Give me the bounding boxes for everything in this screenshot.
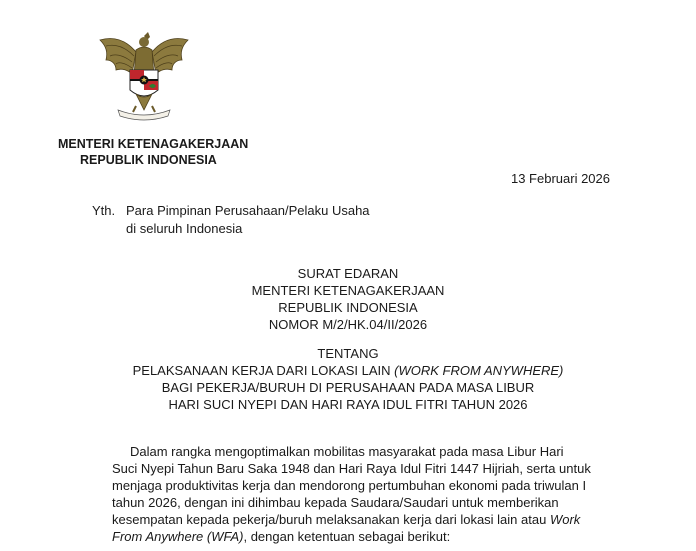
body-line6: , dengan ketentuan sebagai berikut: [243, 529, 451, 544]
recipient-prefix: Yth. [92, 203, 116, 218]
body-line5-italic: Work [549, 512, 581, 527]
ministry-title: MENTERI KETENAGAKERJAAN [58, 137, 249, 151]
body-line2: Suci Nyepi Tahun Baru Saka 1948 dan Hari Raya Idul Fitri 1447 Hijriah, serta untuk [112, 461, 591, 476]
body-line3: menjaga produktivitas kerja dan mendorong pertumbuhan ekonomi pada triwulan I [112, 478, 587, 493]
ministry-header [58, 136, 248, 168]
subject-block [0, 345, 696, 413]
title-line2: MENTERI KETENAGAKERJAAN [251, 283, 445, 298]
circular-title [0, 265, 696, 333]
recipient-line2: di seluruh Indonesia [126, 221, 243, 236]
recipient-line1: Para Pimpinan Perusahaan/Pelaku Usaha [126, 203, 370, 218]
title-line3: REPUBLIK INDONESIA [278, 300, 418, 315]
body-line4: tahun 2026, dengan ini dihimbau kepada Saudara/Saudari untuk memberikan [112, 495, 559, 510]
subject-line1-italic: (WORK FROM ANYWHERE) [394, 363, 564, 378]
subject-line1: PELAKSANAAN KERJA DARI LOKASI LAIN [132, 363, 395, 378]
letter-date: 13 Februari 2026 [510, 171, 610, 186]
body-line1: Dalam rangka mengoptimalkan mobilitas masyarakat pada masa Libur Hari [130, 444, 564, 459]
recipient-block [92, 202, 370, 238]
body-paragraph [112, 443, 612, 545]
subject-line3: HARI SUCI NYEPI DAN HARI RAYA IDUL FITRI TAHUN 2026 [168, 397, 528, 412]
ministry-country: REPUBLIK INDONESIA [80, 153, 217, 167]
subject-heading: TENTANG [317, 346, 379, 361]
body-line5: kesempatan kepada pekerja/buruh melaksanakan kerja dari lokasi lain atau [112, 512, 550, 527]
title-line1: SURAT EDARAN [297, 266, 399, 281]
subject-line2: BAGI PEKERJA/BURUH DI PERUSAHAAN PADA MASA LIBUR [161, 380, 535, 395]
body-line6-italic: From Anywhere (WFA) [112, 529, 244, 544]
garuda-emblem-icon [96, 30, 192, 122]
title-number: NOMOR M/2/HK.04/II/2026 [268, 317, 428, 332]
